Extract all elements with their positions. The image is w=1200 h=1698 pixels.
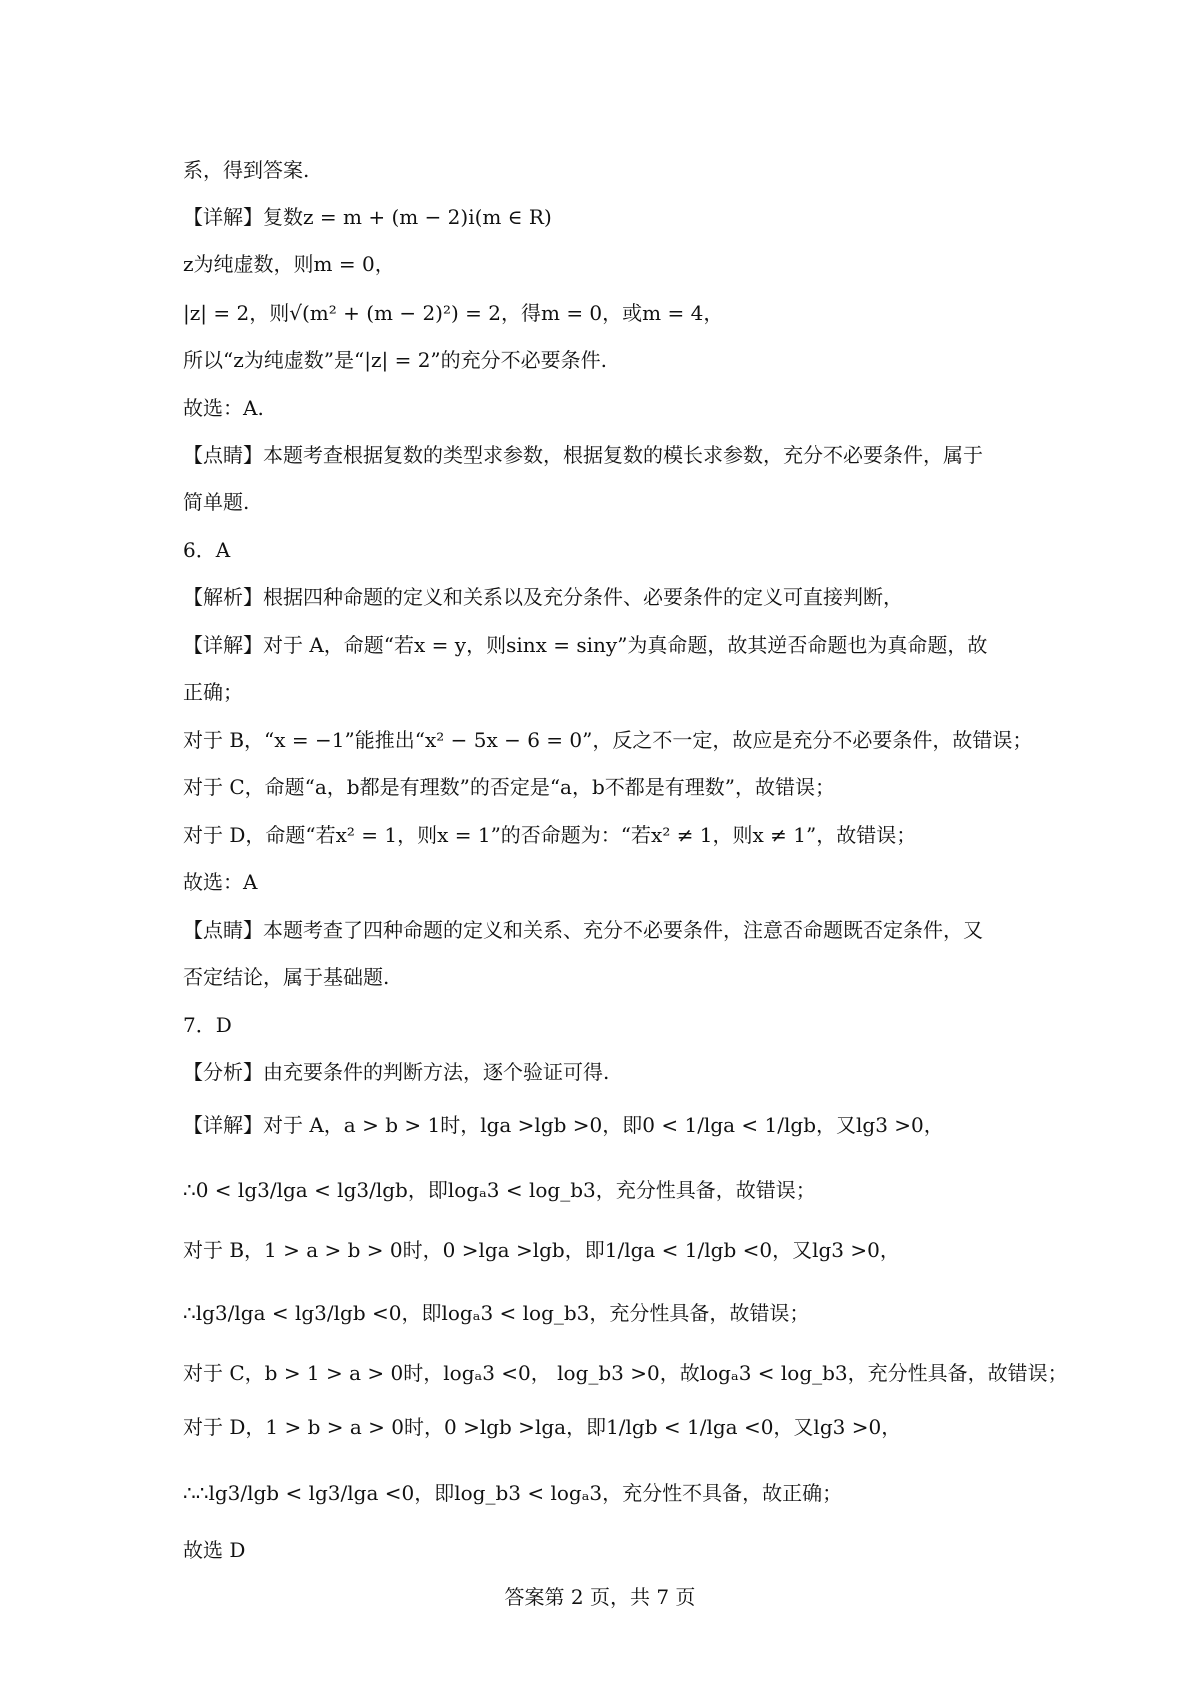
text-line: 【分析】由充要条件的判断方法，逐个验证可得.: [183, 1060, 610, 1084]
text-line: 【点睛】本题考查根据复数的类型求参数，根据复数的模长求参数，充分不必要条件，属于: [183, 443, 983, 467]
text-line: 系，得到答案.: [183, 158, 310, 182]
text-line: 对于 C，b > 1 > a > 0时，logₐ3 <0， log_b3 >0，故logₐ3 < log_b3，充分性具备，故错误；: [183, 1361, 1068, 1385]
text-line: z为纯虚数，则m = 0，: [183, 252, 395, 276]
text-line: 对于 B，1 > a > b > 0时，0 >lga >lgb，即1/lga < 1/lgb <0，又lg3 >0，: [183, 1238, 900, 1262]
text-line: ∴∴lg3/lgb < lg3/lga <0，即log_b3 < logₐ3，充分性不具备，故正确；: [183, 1481, 843, 1505]
text-line: 简单题.: [183, 490, 250, 514]
text-line: 所以“z为纯虚数”是“|z| = 2”的充分不必要条件.: [183, 348, 608, 372]
text-line: |z| = 2，则√(m² + (m − 2)²) = 2，得m = 0，或m = 4，: [183, 301, 724, 325]
text-line: 【详解】对于 A，命题“若x = y，则sinx = siny”为真命题，故其逆否命题也为真命题，故: [183, 633, 988, 657]
text-line: 对于 C，命题“a，b都是有理数”的否定是“a，b不都是有理数”，故错误；: [183, 775, 836, 799]
text-line: 正确；: [183, 680, 243, 704]
text-line: 【点睛】本题考查了四种命题的定义和关系、充分不必要条件，注意否命题既否定条件，又: [183, 918, 983, 942]
text-line: 否定结论，属于基础题.: [183, 965, 390, 989]
text-line: 对于 D，命题“若x² = 1，则x = 1”的否命题为：“若x² ≠ 1，则x ≠ 1”，故错误；: [183, 823, 917, 847]
text-line: 【详解】复数z = m + (m − 2)i(m ∈ R): [183, 205, 552, 229]
text-line: 故选 D: [183, 1538, 246, 1562]
text-line: ∴0 < lg3/lga < lg3/lgb，即logₐ3 < log_b3，充分性具备，故错误；: [183, 1178, 816, 1202]
text-line: 对于 B，“x = −1”能推出“x² − 5x − 6 = 0”，反之不一定，故应是充分不必要条件，故错误；: [183, 728, 1033, 752]
page-footer: 答案第 2 页，共 7 页: [504, 1585, 696, 1609]
text-line: 故选：A: [183, 870, 258, 894]
text-line: 对于 D，1 > b > a > 0时，0 >lgb >lga，即1/lgb < 1/lga <0，又lg3 >0，: [183, 1415, 902, 1439]
text-line: 【解析】根据四种命题的定义和关系以及充分条件、必要条件的定义可直接判断，: [183, 585, 903, 609]
question-number: 6．A: [183, 538, 231, 562]
text-line: ∴lg3/lga < lg3/lgb <0，即logₐ3 < log_b3，充分性具备，故错误；: [183, 1301, 810, 1325]
question-number: 7．D: [183, 1013, 232, 1037]
text-line: 故选：A.: [183, 396, 264, 420]
text-line: 【详解】对于 A，a > b > 1时，lga >lgb >0，即0 < 1/lga < 1/lgb，又lg3 >0，: [183, 1113, 944, 1137]
